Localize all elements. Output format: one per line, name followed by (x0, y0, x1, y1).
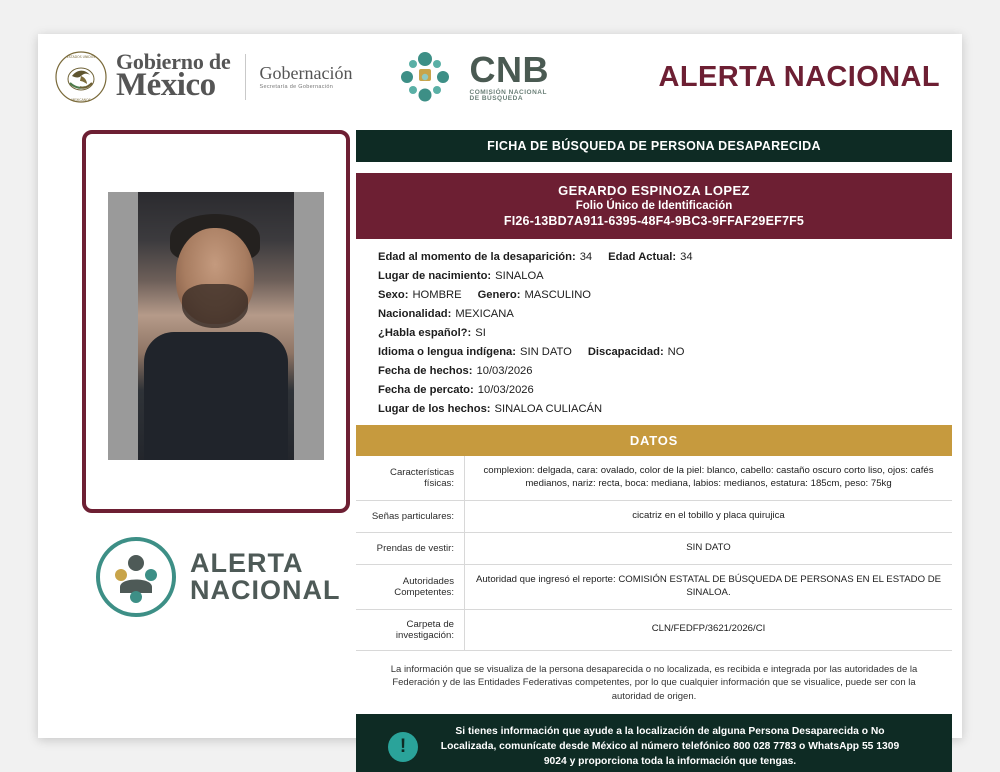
table-row (356, 564, 952, 609)
table-row (356, 500, 952, 532)
fecha-hechos-label: Fecha de hechos: (378, 365, 473, 377)
genero-value: MASCULINO (524, 289, 591, 301)
datos-key-carpeta: Carpeta de investigación: (356, 609, 465, 650)
cnb-emblem-icon (389, 47, 461, 107)
datos-value-prendas: SIN DATO (465, 532, 953, 564)
fact-row-nationality (378, 308, 952, 320)
fact-row-sex-gender (378, 289, 952, 301)
person-photo-torso (144, 332, 288, 460)
page-header (38, 34, 962, 120)
svg-text:MEXICANOS: MEXICANOS (71, 98, 91, 102)
datos-key-caracteristicas: Características físicas: (356, 456, 465, 500)
cnb-sub-line-1: COMISIÓN NACIONAL (469, 88, 547, 96)
edad-actual-value: 34 (680, 251, 693, 263)
cnb-logo-block (389, 47, 550, 107)
gobernacion-sublabel: Secretaría de Gobernación (259, 83, 334, 90)
fecha-percato-value: 10/03/2026 (477, 384, 534, 396)
datos-value-autoridades: Autoridad que ingresó el reporte: COMISIÓN ESTATAL DE BÚSQUEDA DE PERSONAS EN EL ESTADO DE SINALOA. (465, 564, 953, 609)
folio-value: FI26-13BD7A911-6395-48F4-9BC3-9FFAF29EF7F5 (503, 214, 805, 228)
habla-espanol-label: ¿Habla español?: (378, 327, 472, 339)
gobierno-line-2: México (116, 67, 216, 104)
cnb-sub-line-2: DE BÚSQUEDA (469, 95, 524, 102)
disclaimer-text: La información que se visualiza de la persona desaparecida o no localizada, es recibida e integrada por las autoridades de la Federación y de las Entidades Federativas competentes, por lo que cualquier información que se visualice, puede ser con la autoridad de origen. (390, 663, 918, 703)
fact-row-ages (378, 251, 952, 263)
datos-key-autoridades: Autoridades Competentes: (356, 564, 465, 609)
discapacidad-label: Discapacidad: (587, 346, 664, 358)
lugar-nacimiento-label: Lugar de nacimiento: (378, 270, 492, 282)
lugar-hechos-label: Lugar de los hechos: (378, 403, 491, 415)
person-identity-band (356, 173, 952, 239)
alerta-logo-line-2: NACIONAL (190, 575, 341, 605)
fact-row-date-notice (378, 384, 952, 396)
fact-row-date-events (378, 365, 952, 377)
alerta-nacional-logo-text (190, 550, 341, 604)
folio-label: Folio Único de Identificación (575, 200, 733, 212)
contact-text: Si tienes información que ayude a la localización de alguna Persona Desaparecida o No Localizada, comunícate desde México al número telefónico 800 028 7783 o WhatsApp 55 1309 9024 y proporciona toda la información que tengas. (440, 725, 900, 767)
idioma-label: Idioma o lengua indígena: (378, 346, 516, 358)
table-row (356, 456, 952, 500)
gobierno-wordmark (116, 49, 231, 104)
facts-list (356, 251, 952, 415)
datos-key-prendas: Prendas de vestir: (356, 532, 465, 564)
lugar-hechos-value: SINALOA CULIACÁN (494, 403, 603, 415)
datos-table (356, 456, 952, 651)
alerta-nacional-logo (94, 535, 346, 619)
mexican-eagle-icon (54, 50, 108, 104)
person-photo-figure (138, 192, 294, 460)
cnb-wordmark (469, 48, 550, 103)
edad-actual-label: Edad Actual: (608, 251, 677, 263)
datos-value-carpeta: CLN/FEDFP/3621/2026/CI (465, 609, 953, 650)
table-row (356, 609, 952, 650)
sexo-value: HOMBRE (412, 289, 462, 301)
gobierno-logo-block (54, 50, 231, 104)
right-column (356, 130, 952, 772)
cnb-acronym: CNB (469, 48, 549, 90)
nacionalidad-label: Nacionalidad: (378, 308, 452, 320)
alerta-nacional-logo-icon (94, 535, 178, 619)
fact-row-language-disability (378, 346, 952, 358)
left-column (46, 130, 346, 619)
header-divider (245, 54, 246, 100)
fact-row-birthplace (378, 270, 952, 282)
nacionalidad-value: MEXICANA (455, 308, 514, 320)
datos-key-senas: Señas particulares: (356, 500, 465, 532)
gobierno-line-1: Gobierno de (116, 49, 231, 75)
lugar-nacimiento-value: SINALOA (495, 270, 544, 282)
sexo-label: Sexo: (378, 289, 409, 301)
edad-desaparicion-label: Edad al momento de la desaparición: (378, 251, 576, 263)
fact-row-place-events (378, 403, 952, 415)
fact-row-spanish (378, 327, 952, 339)
alert-card (38, 34, 962, 767)
genero-label: Genero: (477, 289, 521, 301)
alerta-nacional-title: ALERTA NACIONAL (658, 60, 940, 93)
person-name: GERARDO ESPINOZA LOPEZ (558, 183, 750, 198)
datos-value-senas: cicatriz en el tobillo y placa quirujica (465, 500, 953, 532)
svg-text:ESTADOS UNIDOS: ESTADOS UNIDOS (66, 55, 96, 59)
gobernacion-label: Gobernación (259, 62, 353, 83)
habla-espanol-value: SI (475, 327, 486, 339)
photo-frame (82, 130, 350, 513)
alerta-logo-line-1: ALERTA (190, 548, 304, 578)
person-photo (108, 192, 324, 460)
gobernacion-block (260, 64, 353, 91)
datos-section-title: DATOS (356, 425, 952, 456)
table-row (356, 532, 952, 564)
idioma-value: SIN DATO (520, 346, 572, 358)
discapacidad-value: NO (667, 346, 685, 358)
datos-value-caracteristicas: complexion: delgada, cara: ovalado, color de la piel: blanco, cabello: castaño oscuro corto liso, ojos: cafés medianos, nariz: recta, boca: mediana, labios: medianos, estatura: 185cm, peso: 75kg (465, 456, 953, 500)
edad-desaparicion-value: 34 (579, 251, 593, 263)
fecha-percato-label: Fecha de percato: (378, 384, 474, 396)
ficha-title-band: FICHA DE BÚSQUEDA DE PERSONA DESAPARECIDA (356, 130, 952, 162)
fecha-hechos-value: 10/03/2026 (476, 365, 533, 377)
contact-banner (356, 714, 952, 772)
person-photo-beard (182, 284, 248, 328)
exclamation-icon: ! (388, 732, 418, 762)
